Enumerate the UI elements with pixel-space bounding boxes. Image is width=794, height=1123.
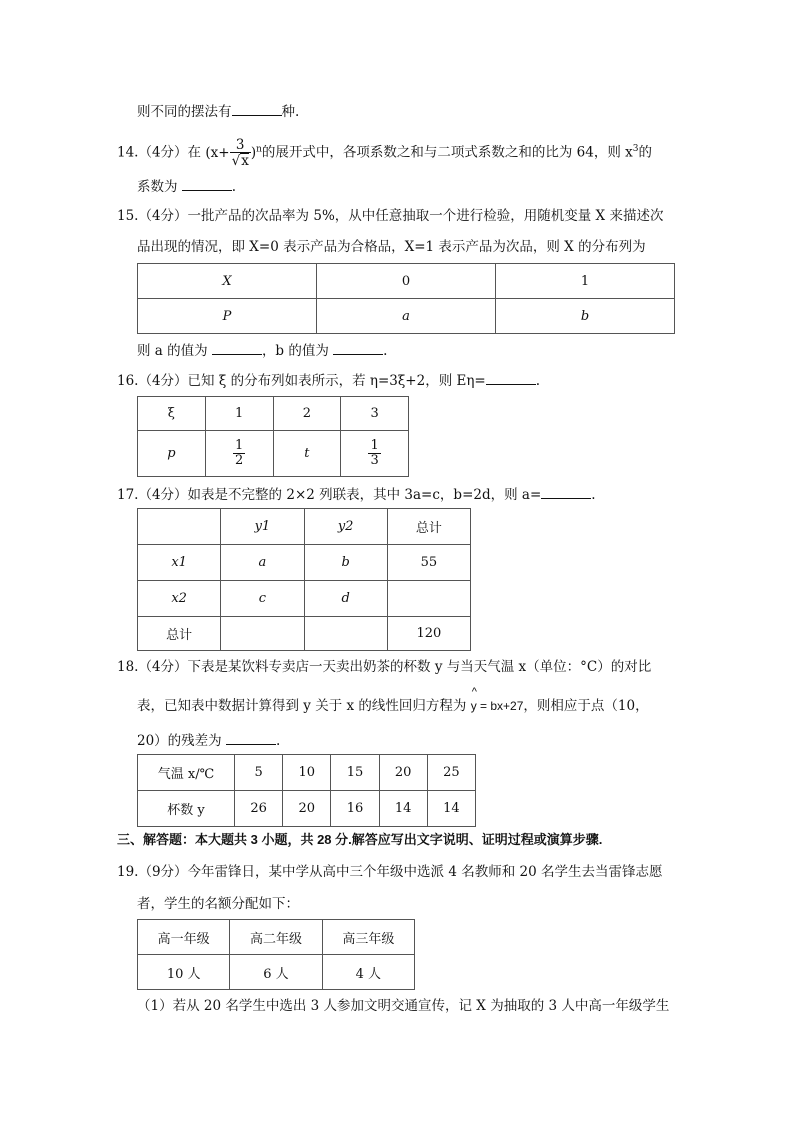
table-row: 10 人 6 人 4 人 [138,955,415,990]
q15-line1: 15.（4分）一批产品的次品率为 5%，从中任意抽取一个进行检验，用随机变量 X 来描述次 [117,208,664,224]
fraction: $\frac{1}{2}$ [234,438,244,468]
answer-blank [333,340,383,355]
answer-blank [541,484,591,499]
q19-sub1: （1）若从 20 名学生中选出 3 人参加文明交通宣传，记 X 为抽取的 3 人中高一年级学生 [137,998,670,1014]
fraction: $\frac{3}{√x}$ [231,137,249,169]
q17-line: 17.（4分）如表是不完整的 2×2 列联表，其中 3a=c，b=2d，则 a= . [117,484,596,505]
q15-table [137,263,675,334]
section-heading: 三、解答题：本大题共 3 小题，共 28 分.解答应写出文字说明、证明过程或演算步骤. [117,832,603,847]
q18-line3: 20）的残差为 . [137,730,280,751]
q16-table [137,396,409,477]
binomial-expression: (x+ $\frac{3}{√x}$ )$^n$ [205,137,262,169]
q17-table [137,508,471,651]
q18-line2: 表，已知表中数据计算得到 y 关于 x 的线性回归方程为 ^ y = bx+27，则相应于点（10， [137,696,649,716]
table-row: p $\frac{1}{2}$ t $\frac{1}{3}$ [138,431,409,477]
answer-blank [486,370,536,385]
table-row: x1 a b 55 [138,545,471,581]
q19-table [137,919,415,990]
fraction: $\frac{1}{3}$ [370,438,379,468]
q19-line1: 19.（9分）今年雷锋日，某中学从高中三个年级中选派 4 名教师和 20 名学生去当雷锋志愿 [117,864,663,880]
table-row: 气温 x/℃ 5 10 15 20 25 [138,755,476,791]
answer-blank [182,176,232,191]
q16-line: 16.（4分）已知 ξ 的分布列如表所示，若 η=3ξ+2，则 Eη= . [117,370,540,391]
q13-tail: 则不同的摆法有 种. [137,101,299,122]
regression-equation: ^ y = bx+27 [471,696,524,716]
table-row: x2 c d [138,581,471,617]
table-row: ξ 1 2 3 [138,397,409,431]
answer-blank [232,101,282,116]
table-row: y1 y2 总计 [138,509,471,545]
q19-line2: 者，学生的名额分配如下： [137,896,299,912]
q14-line2: 系数为 . [137,176,236,197]
table-row: 高一年级 高二年级 高三年级 [138,920,415,955]
answer-blank [212,340,262,355]
table-row: X 0 1 [138,264,675,299]
answer-blank [226,730,276,745]
q15-answer: 则 a 的值为 ，b 的值为 . [137,340,387,361]
table-row: P a b [138,299,675,334]
table-row: 总计 120 [138,617,471,651]
q15-line2: 品出现的情况，即 X=0 表示产品为合格品，X=1 表示产品为次品，则 X 的分布列为 [137,239,646,255]
q18-line1: 18.（4分）下表是某饮料专卖店一天卖出奶茶的杯数 y 与当天气温 x（单位：°C）的对比 [117,659,652,675]
q18-table [137,754,476,827]
q14-line1: 14.（4分）在 (x+ $\frac{3}{√x}$ )$^n$的展开式中，各项系数之和与二项式系数之和的比为 64，则 $x^3$的 [117,137,652,169]
table-row: 杯数 y 26 20 16 14 14 [138,791,476,827]
